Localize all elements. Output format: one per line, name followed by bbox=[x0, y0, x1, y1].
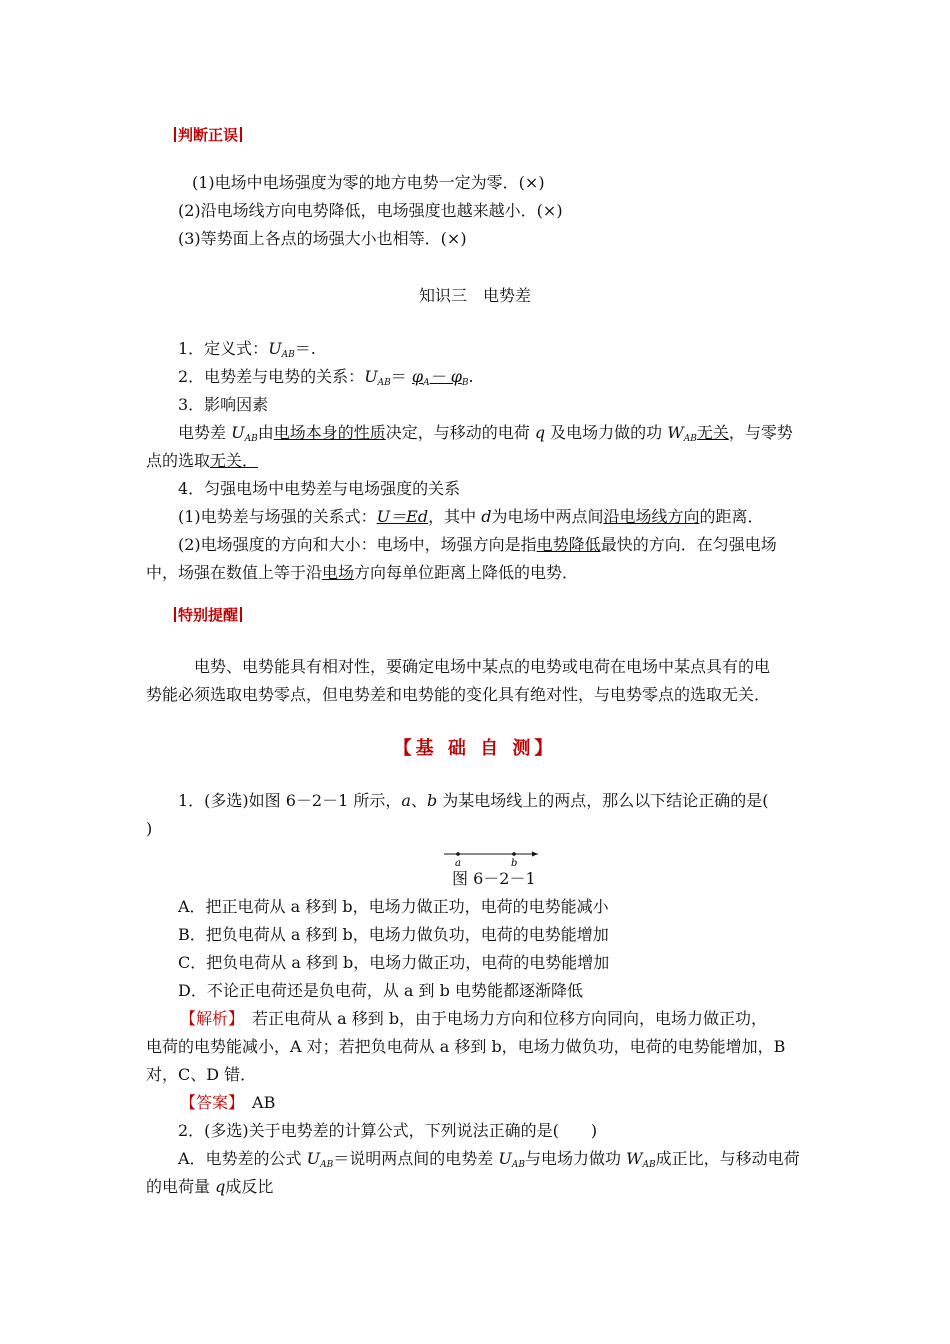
judge-tag bbox=[172, 125, 244, 145]
phi-b: － φ bbox=[429, 367, 462, 386]
option-a: A．把正电荷从 a 移到 b，电场力做正功，电荷的电势能减小 bbox=[178, 897, 609, 916]
relation-line bbox=[178, 366, 474, 394]
text: 的电荷量 bbox=[146, 1177, 216, 1196]
analysis-tag: 【解析】 bbox=[180, 1009, 237, 1028]
selftest-heading: 【基 础 自 测】 bbox=[393, 738, 557, 759]
sym-w: W bbox=[626, 1149, 643, 1168]
sym-u: U bbox=[306, 1149, 321, 1168]
text: 由 bbox=[257, 423, 274, 442]
text: 1．(多选)如图 6－2－1 所示， bbox=[178, 791, 402, 810]
uniform-1 bbox=[178, 506, 763, 528]
text: 中，场强在数值上等于沿 bbox=[146, 563, 323, 582]
relation-answer bbox=[412, 367, 469, 386]
uniform-title: 4．匀强电场中电势差与电场强度的关系 bbox=[178, 479, 461, 498]
text: 电势差 bbox=[178, 423, 232, 442]
arrow-head bbox=[532, 852, 538, 857]
answer-blank: 电势降低 bbox=[536, 535, 601, 554]
sym-u: U bbox=[268, 339, 282, 358]
text: 若正电荷从 a 移到 b，由于电场力方向和位移方向同向，电场力做正功， bbox=[236, 1009, 768, 1028]
tag-bar-right bbox=[240, 607, 242, 622]
tip-line-1: 电势、电势能具有相对性，要确定电场中某点的电势或电荷在电场中某点具有的电 bbox=[194, 657, 771, 676]
judge-item-1: (1)电场中电场强度为零的地方电势一定为零．(×) bbox=[192, 173, 545, 192]
tag-bar-left bbox=[174, 607, 176, 622]
text: 的距离． bbox=[699, 507, 764, 526]
answer-blank: 电场 bbox=[322, 563, 355, 582]
sub-ab: AB bbox=[511, 1160, 525, 1170]
text: ，与零势 bbox=[728, 423, 793, 442]
text: 点的选取 bbox=[146, 451, 211, 470]
sym-b: b bbox=[426, 791, 438, 810]
definition-prefix: 1．定义式： bbox=[178, 339, 269, 358]
factor-para-1 bbox=[178, 422, 793, 450]
tag-bar-left bbox=[174, 127, 176, 142]
sym-u: U bbox=[498, 1149, 512, 1168]
judge-item-3: (3)等势面上各点的场强大小也相等．(×) bbox=[178, 229, 467, 248]
section-title: 知识三 电势差 bbox=[418, 286, 531, 305]
answer-blank: 无关 bbox=[696, 423, 729, 442]
sub-b: B bbox=[461, 378, 469, 388]
tip-tag bbox=[172, 605, 244, 625]
sub-ab: AB bbox=[377, 378, 391, 388]
text: ＝说明两点间的电势差 bbox=[333, 1149, 499, 1168]
label-b: b bbox=[511, 858, 518, 868]
analysis-line-1 bbox=[180, 1008, 767, 1030]
sub-ab: AB bbox=[320, 1160, 334, 1170]
q2-line: 2．(多选)关于电势差的计算公式，下列说法正确的是( ) bbox=[178, 1121, 598, 1140]
text: 决定，与移动的电荷 bbox=[385, 423, 535, 442]
option-b: B．把负电荷从 a 移到 b，电场力做负功，电荷的电势能增加 bbox=[178, 925, 609, 944]
sym-a: a bbox=[401, 791, 411, 810]
sym-w: W bbox=[667, 423, 684, 442]
analysis-line-3: 对，C、D 错． bbox=[146, 1065, 257, 1084]
sub-ab: AB bbox=[683, 434, 697, 444]
text: 为某电场线上的两点，那么以下结论正确的是( bbox=[437, 791, 769, 810]
sub-ab: AB bbox=[642, 1160, 656, 1170]
text: 及电场力做的功 bbox=[545, 423, 668, 442]
sym-d: d bbox=[481, 507, 492, 526]
relation-eq: ＝ bbox=[390, 367, 407, 386]
q1-line-2: ) bbox=[146, 819, 153, 838]
text: ，其中 bbox=[428, 507, 482, 526]
electric-field-line-figure bbox=[442, 848, 542, 868]
text: 成反比 bbox=[225, 1177, 274, 1196]
text: 方向每单位距离上降低的电势． bbox=[354, 563, 579, 582]
tag-bar-right bbox=[240, 127, 242, 142]
tip-tag-text: 特别提醒 bbox=[178, 606, 239, 624]
text: 最快的方向．在匀强电场 bbox=[600, 535, 777, 554]
text: 与电场力做功 bbox=[524, 1149, 627, 1168]
point-b bbox=[512, 852, 516, 856]
uniform-3 bbox=[146, 562, 578, 584]
tip-line-2: 势能必须选取电势零点，但电势差和电势能的变化具有绝对性，与电势零点的选取无关． bbox=[146, 685, 771, 704]
judge-tag-text: 判断正误 bbox=[178, 126, 239, 144]
q1-line-1 bbox=[178, 790, 769, 812]
text: 、 bbox=[410, 791, 427, 810]
definition-line bbox=[178, 338, 316, 366]
uniform-2 bbox=[178, 534, 777, 556]
text: (2)电场强度的方向和大小：电场中，场强方向是指 bbox=[178, 535, 537, 554]
relation-prefix: 2．电势差与电势的关系： bbox=[178, 367, 365, 386]
definition-suffix: ＝. bbox=[294, 339, 316, 358]
text: 成正比，与移动电荷 bbox=[655, 1149, 800, 1168]
sym-u: U bbox=[231, 423, 245, 442]
sub-ab: AB bbox=[281, 350, 295, 360]
analysis-line-2: 电荷的电势能减小，A 对；若把负电荷从 a 移到 b，电场力做负功，电荷的电势能增加，B bbox=[146, 1037, 786, 1056]
relation-end: . bbox=[468, 367, 474, 386]
factor-title: 3．影响因素 bbox=[178, 395, 269, 414]
label-a: a bbox=[455, 858, 461, 868]
text: 为电场中两点间 bbox=[491, 507, 604, 526]
option-c: C．把负电荷从 a 移到 b，电场力做正功，电荷的电势能增加 bbox=[178, 953, 610, 972]
phi-a: φ bbox=[411, 367, 424, 386]
sym-u: U bbox=[364, 367, 378, 386]
answer-blank: U＝Ed bbox=[376, 507, 429, 526]
text: (1)电势差与场强的关系式： bbox=[178, 507, 377, 526]
sub-a: A bbox=[423, 378, 430, 388]
judge-item-2: (2)沿电场线方向电势降低，电场强度也越来越小．(×) bbox=[178, 201, 563, 220]
answer-blank: 电场本身的性质 bbox=[273, 423, 386, 442]
answer-blank: 沿电场线方向 bbox=[603, 507, 700, 526]
sub-ab: AB bbox=[244, 434, 258, 444]
factor-para-2 bbox=[146, 450, 258, 472]
text: A．电势差的公式 bbox=[178, 1149, 307, 1168]
sym-q: q bbox=[215, 1177, 226, 1196]
answer-line bbox=[180, 1092, 275, 1114]
answer-value: AB bbox=[236, 1093, 276, 1112]
figure-caption: 图 6－2－1 bbox=[452, 869, 536, 888]
option-d: D．不论正电荷还是负电荷，从 a 到 b 电势能都逐渐降低 bbox=[178, 981, 583, 1000]
point-a bbox=[456, 852, 460, 856]
sym-q: q bbox=[534, 423, 546, 442]
q2-option-a-line-2 bbox=[146, 1176, 273, 1198]
answer-blank: 无关． bbox=[210, 451, 259, 470]
answer-tag: 【答案】 bbox=[180, 1093, 237, 1112]
q2-option-a-line-1 bbox=[178, 1148, 800, 1176]
